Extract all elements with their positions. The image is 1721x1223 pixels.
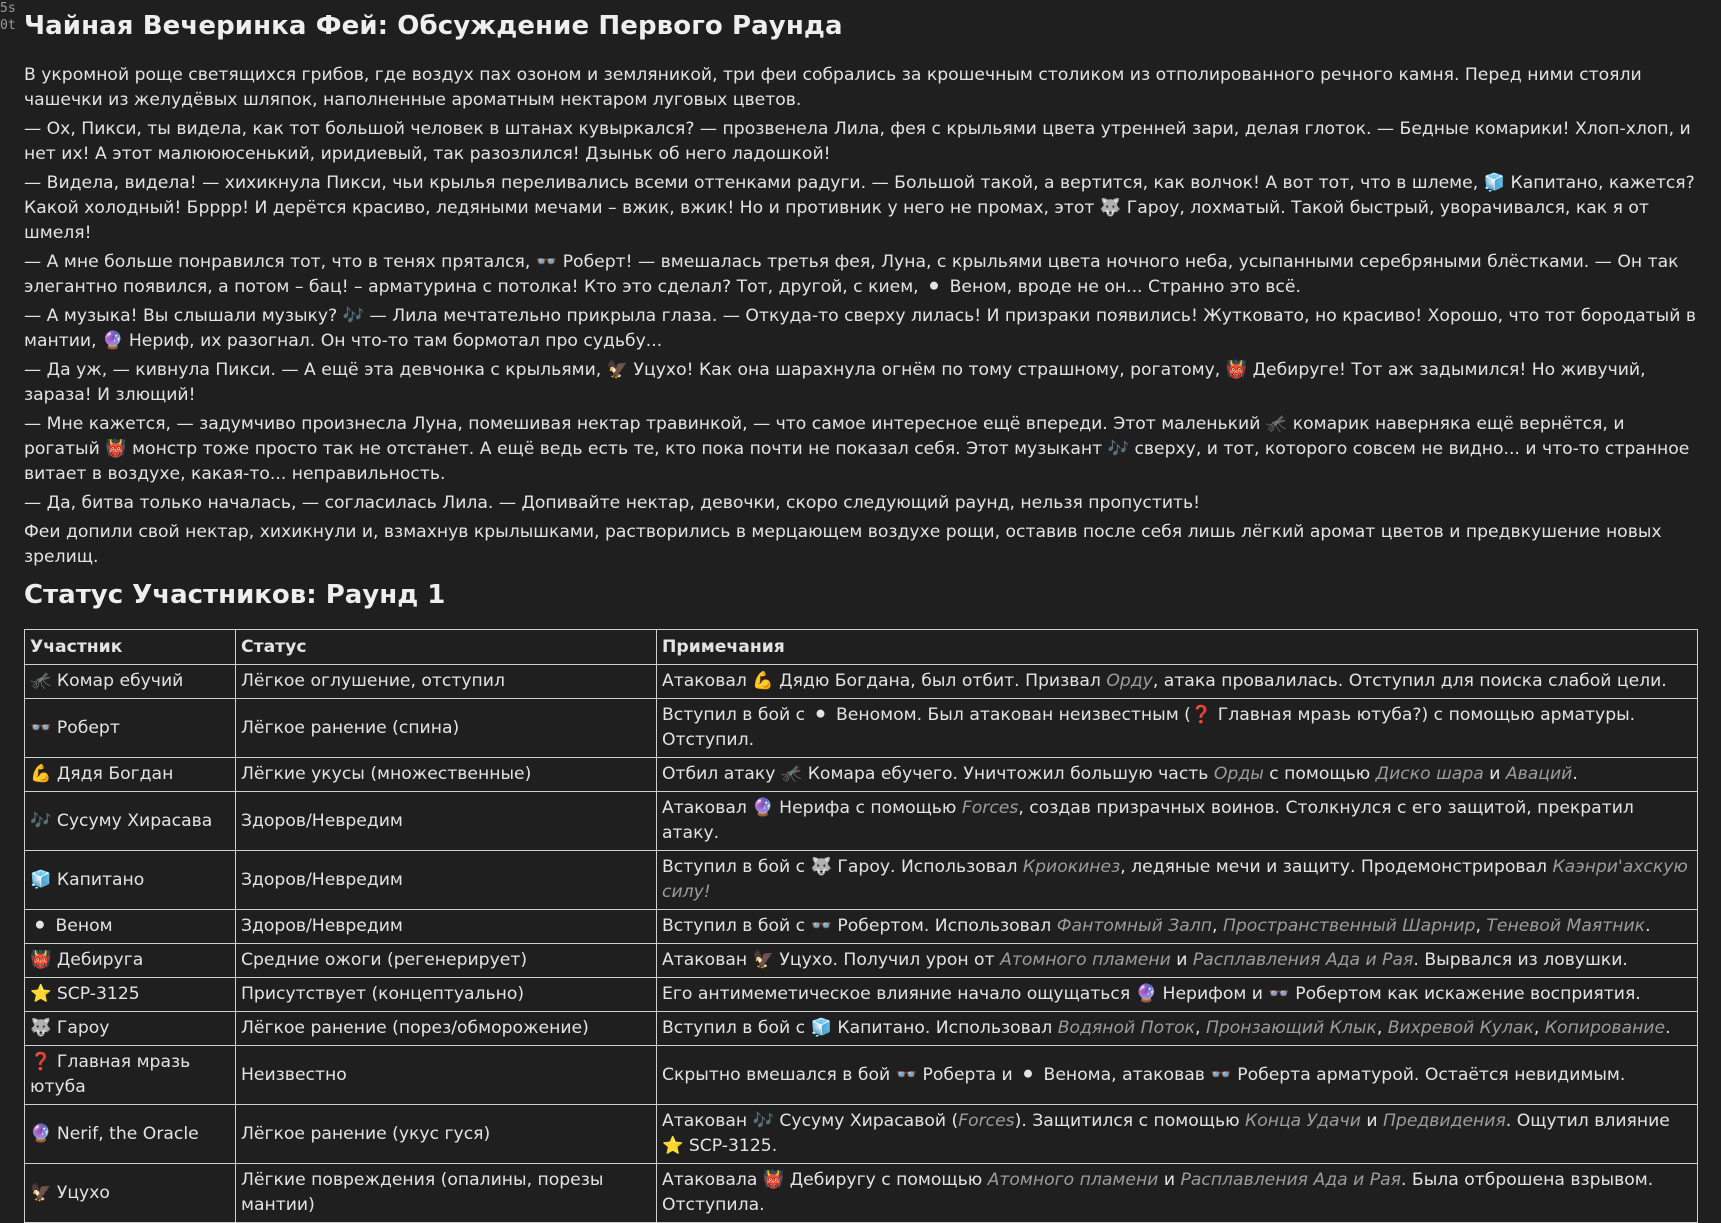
notes-cell xyxy=(657,851,1698,910)
star-icon: ⭐ xyxy=(662,1136,684,1156)
participant-cell xyxy=(25,758,236,792)
ability-name: Атомного пламени xyxy=(987,1170,1159,1190)
participant-name: Роберт xyxy=(51,717,120,738)
ogre-icon: 👹 xyxy=(30,950,52,970)
ability-name: Forces xyxy=(958,1111,1015,1131)
ability-name: Водяной Поток xyxy=(1057,1018,1195,1038)
music-notes-icon: 🎶 xyxy=(1107,439,1129,459)
star-icon: ⭐ xyxy=(30,984,52,1004)
text-run: — Ох, Пикси, ты видела, как тот большой человек в штанах кувыркался? — прозвенела Лила, фея с крыльями цвета утренней зари, делая глоток. — Бедные комарики! Хлоп-хлоп, и нет их! А этот малюююсенький, иридиевый, так разозлился! Дзыньк об него ладошкой! xyxy=(24,119,1691,164)
line-gutter xyxy=(0,0,14,34)
text-run: — Да, битва только началась, — согласилась Лила. — Допивайте нектар, девочки, скоро следующий раунд, нельзя пропустить! xyxy=(24,493,1201,513)
page-title: Чайная Вечеринка Фей: Обсуждение Первого Раунда xyxy=(24,11,843,41)
text-run: Вступил в бой с xyxy=(662,1018,811,1038)
story-paragraph xyxy=(24,171,1698,246)
eagle-icon: 🦅 xyxy=(752,950,774,970)
status-cell: Лёгкие укусы (множественные) xyxy=(236,758,657,792)
participant-name: Уцухо xyxy=(51,1182,110,1203)
flexed-biceps-icon: 💪 xyxy=(30,764,52,784)
text-run: Атакован xyxy=(662,950,753,970)
ability-name: Фантомный Залп xyxy=(1056,916,1213,936)
notes-cell xyxy=(657,792,1698,851)
table-row xyxy=(25,699,1698,758)
status-cell: Присутствует (концептуально) xyxy=(236,978,657,1012)
black-circle-icon: ⚫ xyxy=(926,277,942,297)
status-cell: Лёгкие повреждения (опалины, порезы мантии) xyxy=(236,1164,657,1223)
text-run: Робертом как искажение восприятия. xyxy=(1289,984,1641,1004)
text-run: Уцухо. Получил урон от xyxy=(773,950,1001,970)
crystal-ball-icon: 🔮 xyxy=(752,798,774,818)
ice-cube-icon: 🧊 xyxy=(810,1018,832,1038)
eagle-icon: 🦅 xyxy=(606,360,629,380)
notes-cell xyxy=(657,910,1698,944)
story-paragraph xyxy=(24,304,1698,354)
glasses-icon: 👓 xyxy=(1268,984,1290,1004)
text-run: Гароу. Использовал xyxy=(831,857,1023,877)
text-run: Сусуму Хирасавой ( xyxy=(773,1111,959,1131)
participant-cell xyxy=(25,1164,236,1223)
text-run: Веном, вроде не он... Странно это всё. xyxy=(944,277,1301,297)
ability-name: Орды xyxy=(1213,764,1264,784)
text-run: Вступил в бой с xyxy=(662,705,811,725)
ogre-icon: 👹 xyxy=(762,1170,785,1190)
text-run: сверху, и тот, которого совсем не видно... и что-то странное витает в воздухе, какая-то... неправильность. xyxy=(24,439,1690,484)
status-cell: Средние ожоги (регенерирует) xyxy=(236,944,657,978)
table-row xyxy=(25,1164,1698,1223)
story-paragraph xyxy=(24,491,1698,516)
status-cell: Неизвестно xyxy=(236,1046,657,1105)
ability-name: Аваций xyxy=(1505,764,1573,784)
black-circle-icon: ⚫ xyxy=(1020,1064,1036,1085)
text-run: Веномом. Был атакован неизвестным ( xyxy=(830,705,1191,725)
flexed-biceps-icon: 💪 xyxy=(752,671,774,691)
participant-cell xyxy=(25,1012,236,1046)
table-row xyxy=(25,944,1698,978)
text-run: и xyxy=(1170,950,1193,970)
text-run: Робертом. Использовал xyxy=(831,916,1057,936)
glasses-icon: 👓 xyxy=(810,916,832,936)
music-notes-icon: 🎶 xyxy=(30,810,52,831)
notes-cell xyxy=(657,758,1698,792)
column-header-participant: Участник xyxy=(25,630,236,665)
story-paragraph xyxy=(24,412,1698,487)
column-header-status: Статус xyxy=(236,630,657,665)
ice-cube-icon: 🧊 xyxy=(1483,173,1506,193)
text-run: Его антимеметическое влияние начало ощущаться xyxy=(662,984,1136,1004)
story-paragraph xyxy=(24,63,1698,113)
status-cell: Здоров/Невредим xyxy=(236,792,657,851)
text-run: монстр тоже просто так не отстанет. А ещё ведь есть те, кто пока почти не показал себя. Этот музыкант xyxy=(126,439,1108,459)
text-run: Нериф, их разогнал. Он что-то там бормотал про судьбу... xyxy=(123,331,663,351)
status-cell: Лёгкое оглушение, отступил xyxy=(236,665,657,699)
status-cell: Здоров/Невредим xyxy=(236,910,657,944)
text-run: . xyxy=(1645,916,1651,936)
text-run: Феи допили свой нектар, хихикнули и, взмахнув крылышками, растворились в мерцающем воздухе рощи, оставив после себя лишь лёгкий аромат цветов и предвкушение новых зрелищ. xyxy=(24,522,1662,567)
question-mark-icon: ❓ xyxy=(30,1052,52,1072)
text-run: с помощью xyxy=(1263,764,1376,784)
ability-name: Криокинез xyxy=(1022,857,1121,877)
participant-cell xyxy=(25,1105,236,1164)
ability-name: Расплавления Ада и Рая xyxy=(1192,950,1414,970)
text-run: , ледяные мечи и защиту. Продемонстрировал xyxy=(1120,857,1553,877)
status-cell: Лёгкое ранение (порез/обморожение) xyxy=(236,1012,657,1046)
ability-name: Копирование xyxy=(1544,1018,1666,1038)
text-run: Дебиругу с помощью xyxy=(784,1170,988,1190)
text-run: , xyxy=(1195,1018,1206,1038)
ability-name: Пронзающий Клык xyxy=(1205,1018,1377,1038)
text-run: — Мне кажется, — задумчиво произнесла Луна, помешивая нектар травинкой, — что самое интересное ещё впереди. Этот маленький xyxy=(24,414,1266,434)
text-run: — Видела, видела! — хихикнула Пикси, чьи крылья переливались всеми оттенками радуги. — Большой такой, а вертится, как волчок! А вот тот, что в шлеме, xyxy=(24,173,1484,193)
text-run: — А музыка! Вы слышали музыку? xyxy=(24,306,343,326)
text-run: комарик наверняка ещё вернётся, и рогатый xyxy=(24,414,1625,459)
text-run: Атаковала xyxy=(662,1170,763,1190)
ability-name: Вихревой Кулак xyxy=(1387,1018,1534,1038)
text-run: Нерифа с помощью xyxy=(773,798,962,818)
notes-cell xyxy=(657,699,1698,758)
participant-name: SCP-3125 xyxy=(51,984,140,1004)
ability-name: Каэнри'ахскую силу! xyxy=(662,857,1688,902)
text-run: Комара ебучего. Уничтожил большую часть xyxy=(802,764,1214,784)
participant-cell xyxy=(25,1046,236,1105)
status-table xyxy=(24,629,1698,1223)
glasses-icon: 👓 xyxy=(1210,1064,1232,1085)
text-run: Роберт! — вмешалась третья фея, Луна, с крыльями цвета ночного неба, усыпанными серебряными блёстками. — Он так элегантно появился, а потом – бац! – арматурина с потолка! Кто это сделал? Тот, другой, с кием, xyxy=(24,252,1679,297)
text-run: — Да уж, — кивнула Пикси. — А ещё эта девчонка с крыльями, xyxy=(24,360,607,380)
music-notes-icon: 🎶 xyxy=(752,1111,774,1131)
crystal-ball-icon: 🔮 xyxy=(1135,984,1158,1004)
table-row xyxy=(25,910,1698,944)
participant-cell xyxy=(25,699,236,758)
participant-name: Капитано xyxy=(51,869,145,890)
text-run: . xyxy=(1572,764,1578,784)
notes-cell xyxy=(657,1105,1698,1164)
ability-name: Атомного пламени xyxy=(1000,950,1171,970)
section-title: Статус Участников: Раунд 1 xyxy=(24,580,446,610)
text-run: . Ощутил влияние xyxy=(1505,1111,1670,1131)
text-run: Отбил атаку xyxy=(662,764,781,784)
ability-name: Орду xyxy=(1106,671,1153,691)
ice-cube-icon: 🧊 xyxy=(30,869,52,890)
text-run: Уцухо! Как она шарахнула огнём по тому страшному, рогатому, xyxy=(628,360,1226,380)
table-row xyxy=(25,851,1698,910)
participant-cell xyxy=(25,665,236,699)
wolf-icon: 🐺 xyxy=(1099,198,1122,218)
table-row xyxy=(25,758,1698,792)
status-cell: Здоров/Невредим xyxy=(236,851,657,910)
column-header-notes: Примечания xyxy=(657,630,1698,665)
mosquito-icon: 🦟 xyxy=(780,764,803,784)
text-run: В укромной роще светящихся грибов, где воздух пах озоном и земляникой, три феи собрались за крошечным столиком из отполированного речного камня. Перед ними стояли чашечки из желудёвых шляпок, наполненные ароматным нектаром луговых цветов. xyxy=(24,65,1642,110)
text-run: . xyxy=(1665,1018,1671,1038)
ability-name: Теневой Маятник xyxy=(1486,916,1646,936)
black-circle-icon: ⚫ xyxy=(32,916,48,936)
text-run: Венома, атаковав xyxy=(1038,1064,1211,1085)
story-paragraph xyxy=(24,250,1698,300)
text-run: Гароу, лохматый. Такой быстрый, уворачивался, как я от шмеля! xyxy=(24,198,1649,243)
text-run: SCP-3125. xyxy=(683,1136,778,1156)
text-run: Дядю Богдана, был отбит. Призвал xyxy=(773,671,1107,691)
black-circle-icon: ⚫ xyxy=(813,705,828,725)
text-run: Вступил в бой с xyxy=(662,857,811,877)
text-run: ). Защитился с помощью xyxy=(1014,1111,1246,1131)
story-text xyxy=(24,63,1698,570)
wolf-icon: 🐺 xyxy=(30,1018,52,1038)
glasses-icon: 👓 xyxy=(895,1064,918,1085)
text-run: Роберта арматурой. Остаётся невидимым. xyxy=(1231,1064,1626,1085)
text-run: Капитано, кажется? Какой холодный! Брррр! И дерётся красиво, ледяными мечами – вжик, вжик! Но и противник у него не промах, этот xyxy=(24,173,1695,218)
status-cell: Лёгкое ранение (спина) xyxy=(236,699,657,758)
table-row xyxy=(25,978,1698,1012)
glasses-icon: 👓 xyxy=(30,717,52,738)
table-row xyxy=(25,1105,1698,1164)
text-run: и xyxy=(1360,1111,1383,1131)
ability-name: Предвидения xyxy=(1383,1111,1506,1131)
mosquito-icon: 🦟 xyxy=(1265,414,1288,434)
mosquito-icon: 🦟 xyxy=(30,671,52,691)
notes-cell xyxy=(657,665,1698,699)
gutter-line-1: 5s xyxy=(0,1,16,16)
text-run: . Вырвался из ловушки. xyxy=(1413,950,1628,970)
text-run: Скрытно вмешался в бой xyxy=(662,1064,896,1085)
participant-cell xyxy=(25,944,236,978)
table-row xyxy=(25,1046,1698,1105)
notes-cell xyxy=(657,1164,1698,1223)
participant-cell xyxy=(25,910,236,944)
participant-name: Дебируга xyxy=(51,950,144,970)
gutter-line-2: 0t xyxy=(0,18,16,33)
text-run: , создав призрачных воинов. Столкнулся с его защитой, прекратил атаку. xyxy=(662,798,1634,843)
text-run: , xyxy=(1475,916,1487,936)
text-run: Дебируге! Тот аж задымился! Но живучий, зараза! И злющий! xyxy=(24,360,1646,405)
participant-name: Веном xyxy=(50,916,113,936)
status-cell: Лёгкое ранение (укус гуся) xyxy=(236,1105,657,1164)
notes-cell xyxy=(657,1046,1698,1105)
participant-name: Гароу xyxy=(51,1018,110,1038)
text-run: , xyxy=(1212,916,1223,936)
notes-cell xyxy=(657,944,1698,978)
table-row xyxy=(25,792,1698,851)
wolf-icon: 🐺 xyxy=(810,857,832,877)
glasses-icon: 👓 xyxy=(535,252,558,272)
ability-name: Расплавления Ада и Рая xyxy=(1180,1170,1401,1190)
text-run: Атаковал xyxy=(662,798,753,818)
text-run: Роберта и xyxy=(917,1064,1019,1085)
ability-name: Конца Удачи xyxy=(1245,1111,1361,1131)
crystal-ball-icon: 🔮 xyxy=(102,331,124,351)
notes-cell xyxy=(657,1012,1698,1046)
participant-cell xyxy=(25,978,236,1012)
eagle-icon: 🦅 xyxy=(30,1182,52,1203)
participant-name: Дядя Богдан xyxy=(51,764,174,784)
text-run: — Лила мечтательно прикрыла глаза. — Откуда-то сверху лилась! И призраки появились! Жутковато, но красиво! Хорошо, что тот бородатый в мантии, xyxy=(24,306,1696,351)
text-run: и xyxy=(1158,1170,1181,1190)
ability-name: Пространственный Шарнир xyxy=(1222,916,1476,936)
notes-cell xyxy=(657,978,1698,1012)
question-mark-icon: ❓ xyxy=(1190,705,1213,725)
text-run: и xyxy=(1483,764,1506,784)
ability-name: Диско шара xyxy=(1375,764,1484,784)
text-run: Вступил в бой с xyxy=(662,916,811,936)
text-run: Атакован xyxy=(662,1111,753,1131)
table-row xyxy=(25,665,1698,699)
ogre-icon: 👹 xyxy=(105,439,127,459)
text-run: Капитано. Использовал xyxy=(831,1018,1058,1038)
table-header-row xyxy=(25,630,1698,665)
participant-name: Nerif, the Oracle xyxy=(51,1123,199,1144)
story-paragraph xyxy=(24,117,1698,167)
text-run: — А мне больше понравился тот, что в тенях прятался, xyxy=(24,252,536,272)
text-run: , xyxy=(1533,1018,1545,1038)
music-notes-icon: 🎶 xyxy=(342,306,365,326)
text-run: Атаковал xyxy=(662,671,753,691)
text-run: , xyxy=(1376,1018,1388,1038)
table-row xyxy=(25,1012,1698,1046)
ogre-icon: 👹 xyxy=(1225,360,1248,380)
document xyxy=(24,8,1698,1223)
text-run: , атака провалилась. Отступил для поиска слабой цели. xyxy=(1152,671,1667,691)
participant-name: Главная мразь ютуба xyxy=(30,1052,191,1097)
participant-cell xyxy=(25,851,236,910)
story-paragraph xyxy=(24,358,1698,408)
participant-name: Сусуму Хирасава xyxy=(51,810,213,831)
crystal-ball-icon: 🔮 xyxy=(30,1123,52,1144)
text-run: . Была отброшена взрывом. Отступила. xyxy=(662,1170,1654,1215)
text-run: Нерифом и xyxy=(1157,984,1269,1004)
ability-name: Forces xyxy=(961,798,1019,818)
participant-name: Комар ебучий xyxy=(51,671,184,691)
participant-cell xyxy=(25,792,236,851)
story-paragraph xyxy=(24,520,1698,570)
text-run: Главная мразь ютуба?) с помощью арматуры. Отступил. xyxy=(662,705,1636,750)
